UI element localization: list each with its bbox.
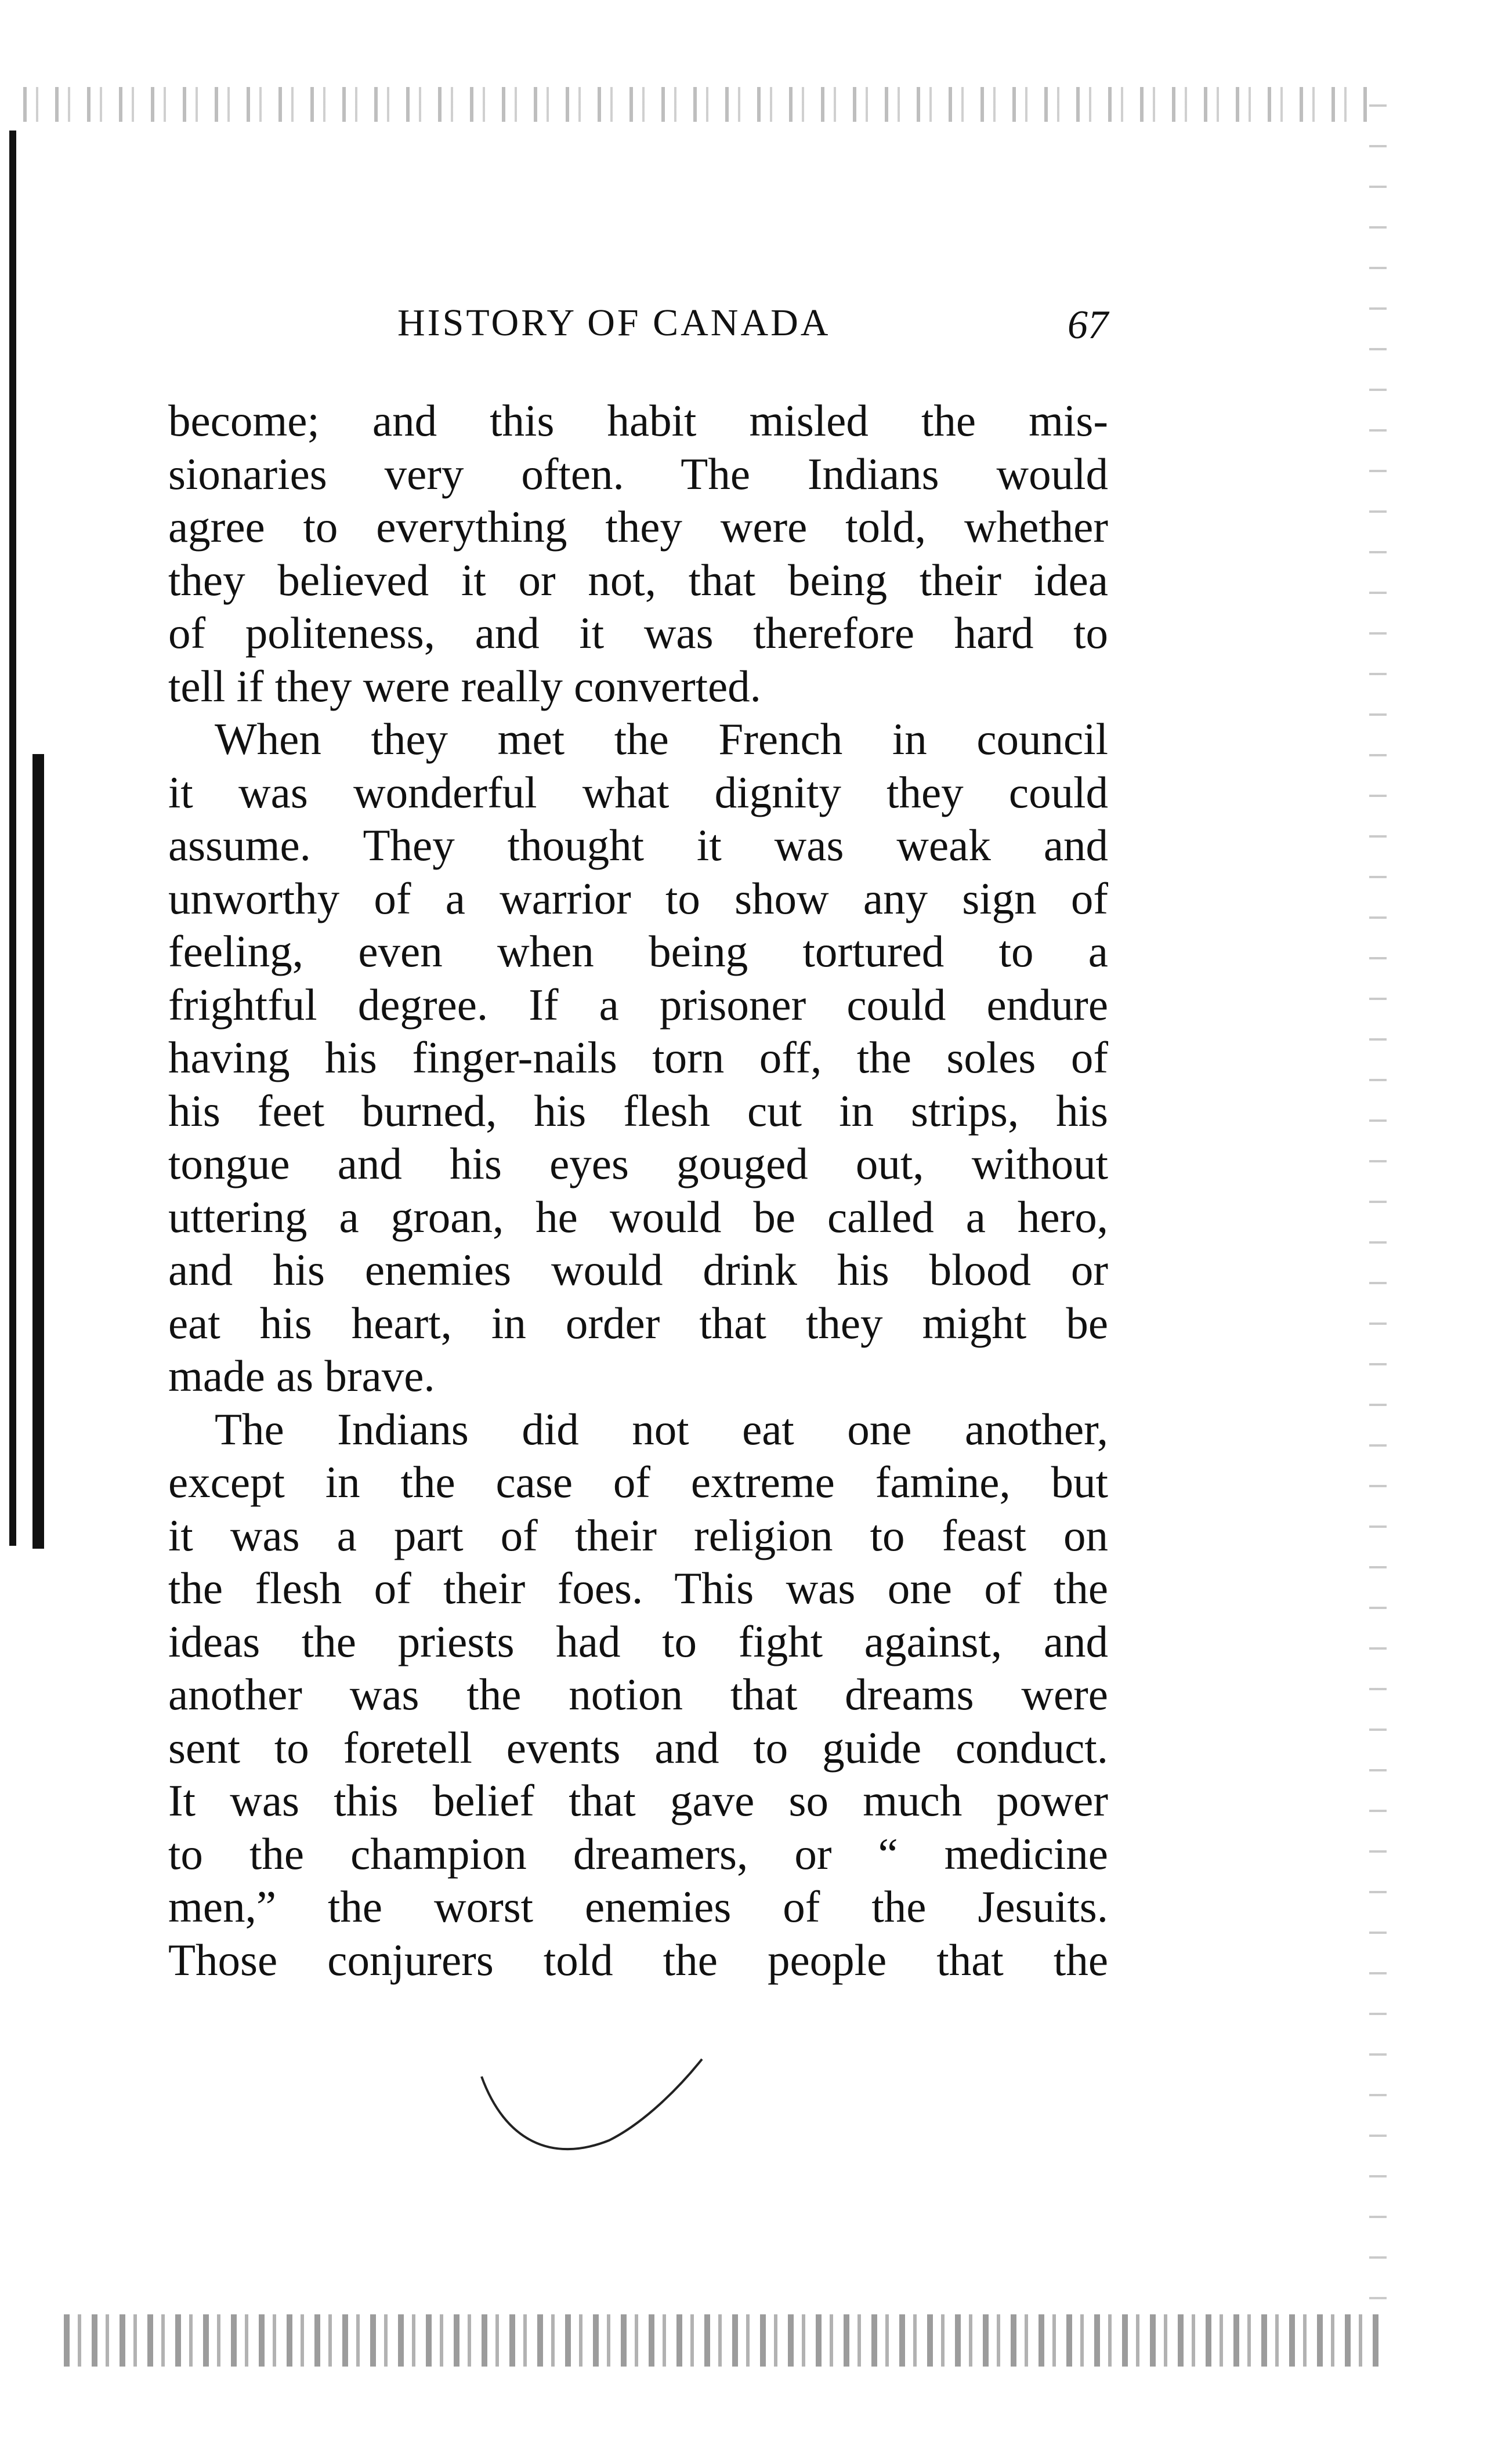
text-line: to the champion dreamers, or “ medicine [168,1828,1108,1879]
text-line: except in the case of extreme famine, but [168,1457,1108,1507]
text-line: tongue and his eyes gouged out, without [168,1139,1108,1188]
text-line: another was the notion that dreams were [168,1669,1108,1719]
pencil-mark [458,2053,714,2169]
text-line: When they met the French in council [215,714,1108,764]
text-line: uttering a groan, he would be called a hero, [168,1191,1108,1242]
binding-shadow-lower [32,754,44,1549]
text-line: of politeness, and it was therefore hard to [168,608,1108,658]
text-line: eat his heart, in order that they might be [168,1298,1108,1348]
text-line: men,” the worst enemies of the Jesuits. [168,1882,1108,1932]
scan-edge-right [1369,104,1387,2338]
text-line: Those conjurers told the people that the [168,1934,1108,1985]
scan-edge-top [23,87,1369,122]
text-line: frightful degree. If a prisoner could endure [168,979,1108,1030]
text-line: It was this belief that gave so much power [168,1775,1108,1825]
text-line: tell if they were really converted. [168,661,761,711]
text-line: it was a part of their religion to feast on [168,1510,1108,1560]
text-line: made as brave. [168,1351,435,1401]
text-line: and his enemies would drink his blood or [168,1245,1108,1295]
text-line: sent to foretell events and to guide conduct. [168,1722,1108,1773]
scan-edge-bottom [64,2314,1387,2367]
text-line: assume. They thought it was weak and [168,820,1108,870]
text-line: become; and this habit misled the mis- [168,396,1108,445]
page-header [168,297,1108,349]
text-line: they believed it or not, that being their idea [168,555,1108,605]
text-line: ideas the priests had to fight against, and [168,1616,1108,1666]
page-number: 67 [1068,303,1108,347]
text-line: his feet burned, his flesh cut in strips, his [168,1085,1108,1136]
text-line: feeling, even when being tortured to a [168,926,1108,976]
text-line: sionaries very often. The Indians would [168,448,1108,499]
text-line: the flesh of their foes. This was one of the [168,1563,1108,1613]
text-line: agree to everything they were told, whether [168,502,1108,552]
text-line: having his finger-nails torn off, the soles of [168,1032,1108,1082]
text-line: unworthy of a warrior to show any sign of [168,873,1108,923]
text-line: The Indians did not eat one another, [215,1404,1108,1454]
body-text [168,394,1108,1987]
running-title: HISTORY OF CANADA [397,302,831,344]
text-line: it was wonderful what dignity they could [168,767,1108,817]
binding-shadow [9,131,16,1546]
